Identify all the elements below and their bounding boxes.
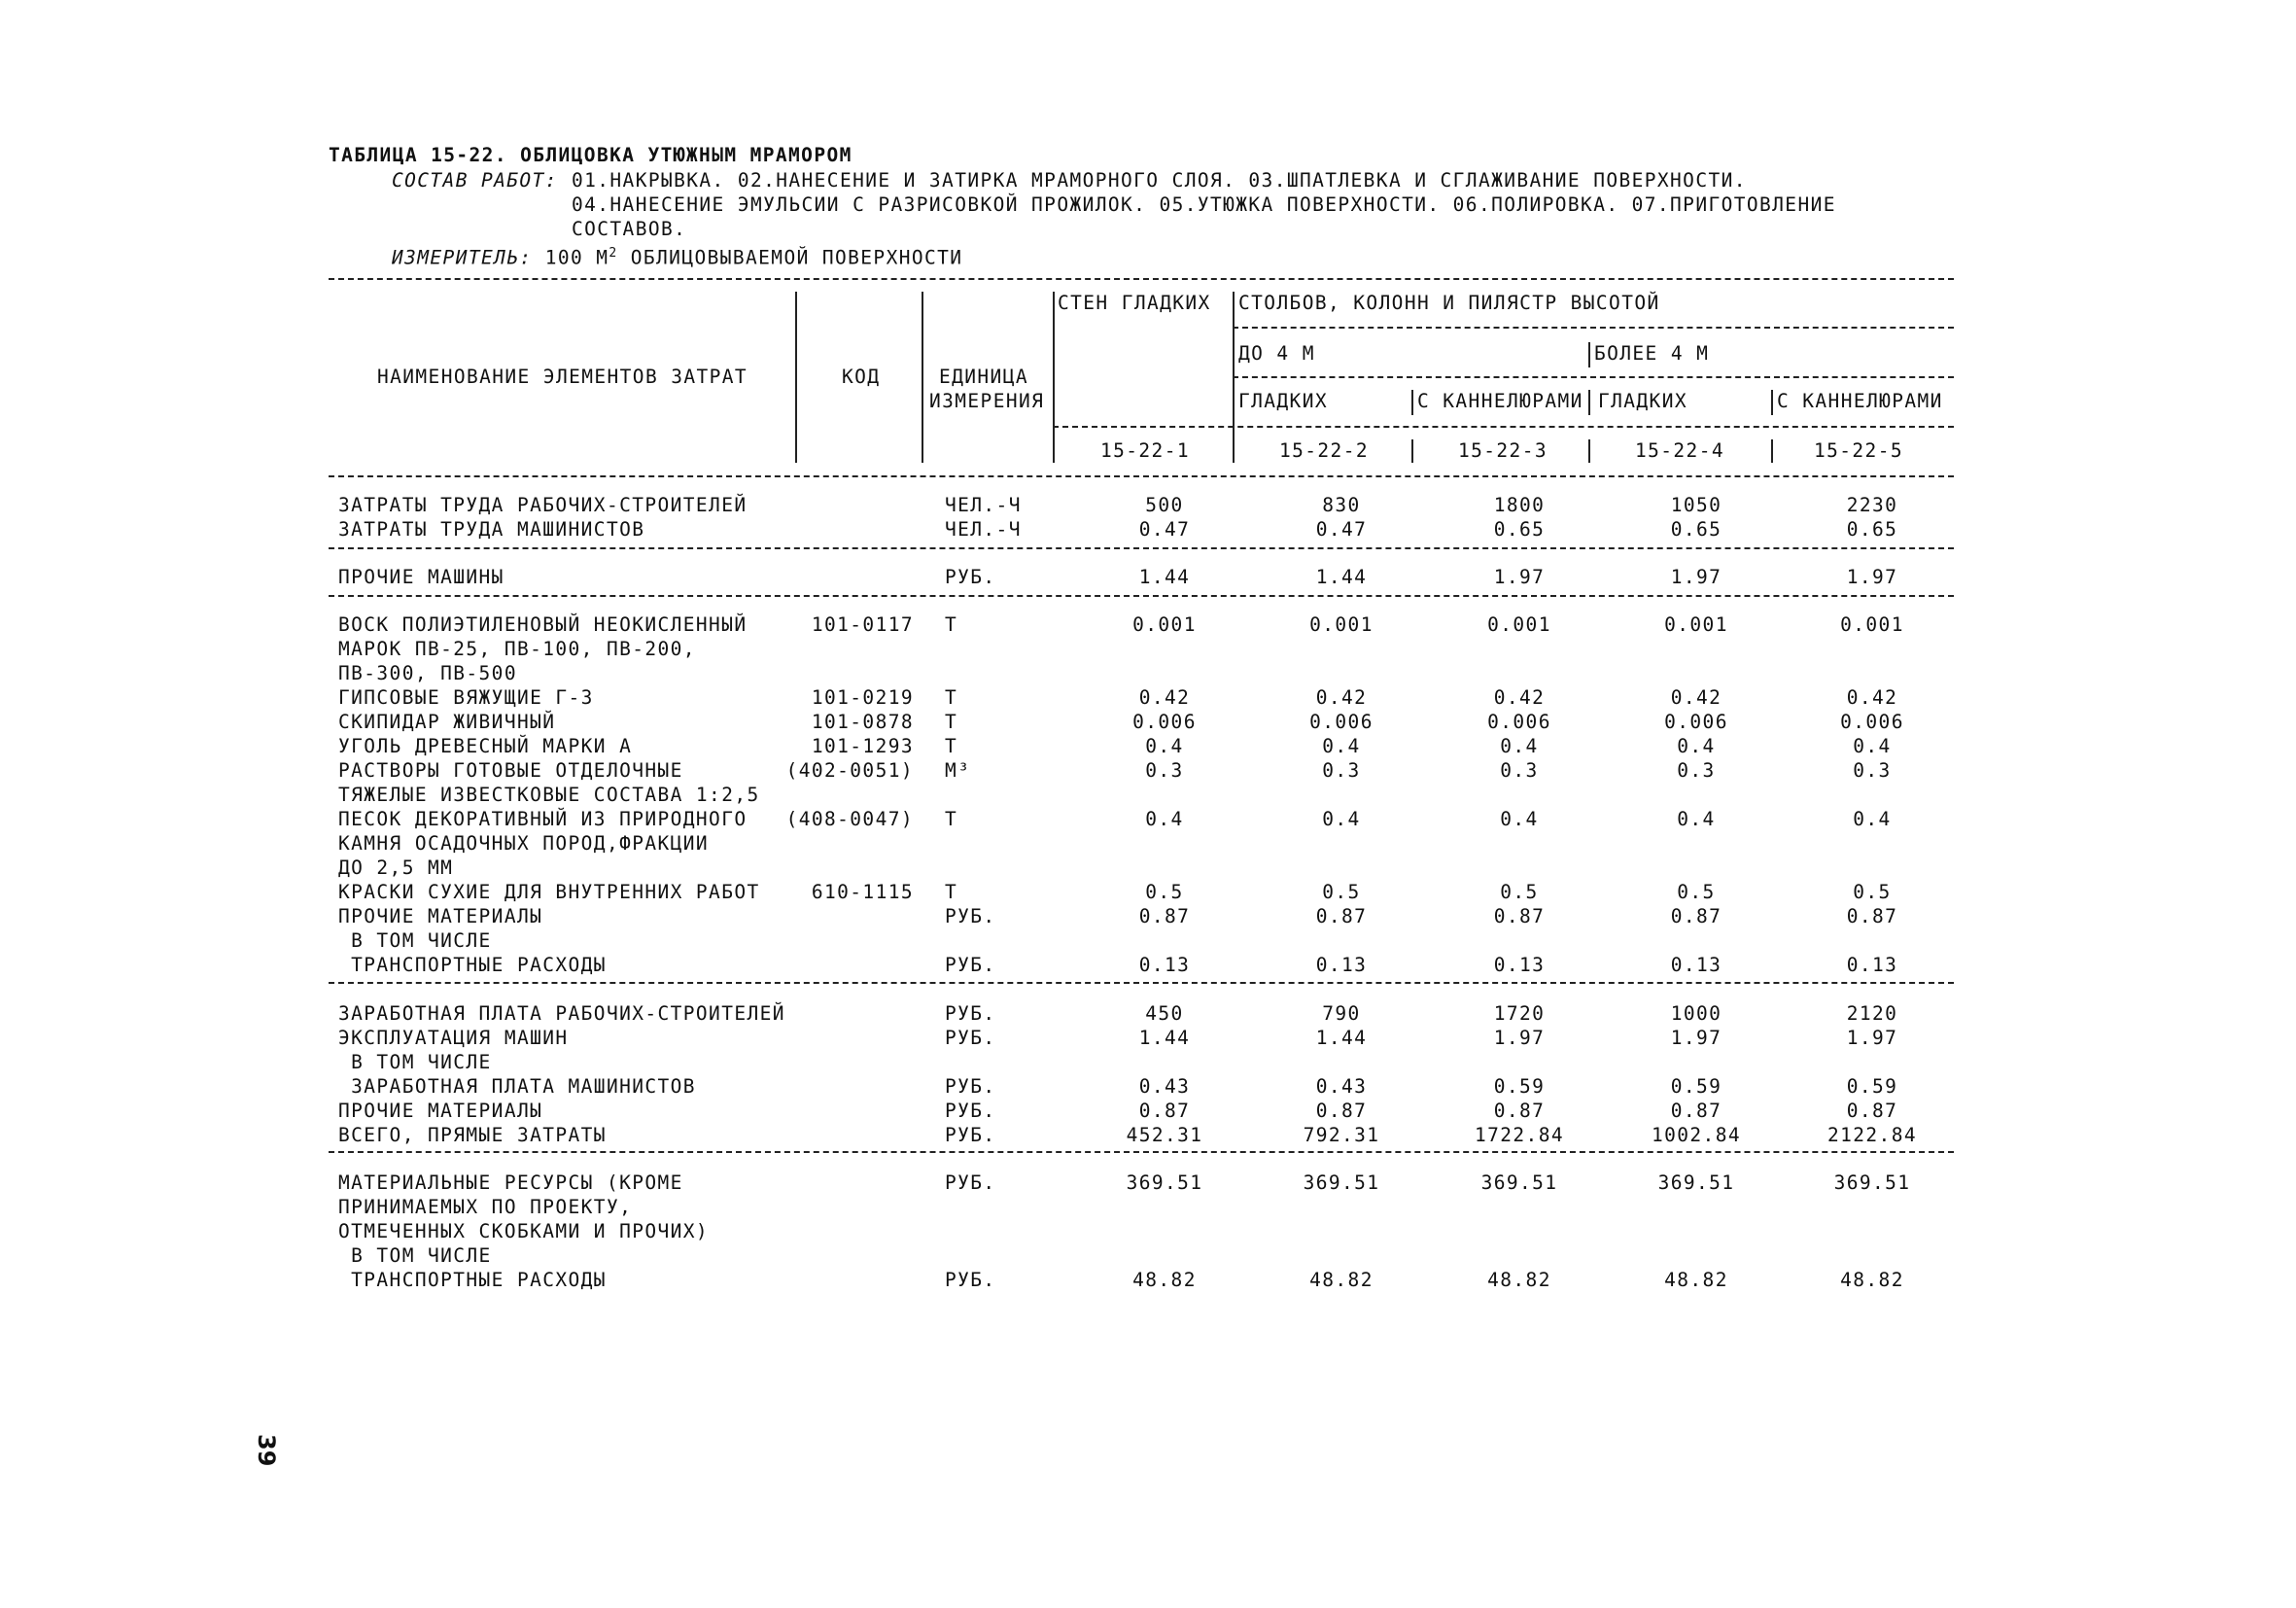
header-divider-7	[1588, 390, 1590, 415]
row-name: ЗАТРАТЫ ТРУДА МАШИНИСТОВ	[338, 518, 645, 541]
measure-rest: ОБЛИЦОВЫВАЕМОЙ ПОВЕРХНОСТИ	[617, 246, 963, 269]
row-unit: ЧЕЛ.-Ч	[945, 494, 1022, 516]
row-unit: РУБ.	[945, 905, 996, 927]
row-unit: Т	[945, 808, 958, 830]
row-name: В ТОМ ЧИСЛЕ	[338, 1051, 492, 1073]
row-value: 2120	[1846, 1002, 1898, 1025]
row-value: 0.42	[1670, 686, 1722, 709]
rule-header-bottom	[329, 475, 1954, 477]
row-name: УГОЛЬ ДРЕВЕСНЫЙ МАРКИ А	[338, 735, 633, 757]
rule-section-1	[329, 547, 1954, 549]
header-over-4: БОЛЕЕ 4 М	[1594, 342, 1710, 365]
row-value: 369.51	[1833, 1171, 1911, 1194]
row-value: 830	[1322, 494, 1361, 516]
row-value: 1.97	[1493, 566, 1546, 588]
row-unit: Т	[945, 735, 958, 757]
row-name: ГИПСОВЫЕ ВЯЖУЩИЕ Г-3	[338, 686, 594, 709]
row-value: 0.006	[1309, 711, 1374, 733]
header-fluted-1: С КАННЕЛЮРАМИ	[1417, 390, 1583, 412]
measure-value: 100 М	[544, 246, 609, 269]
row-value: 369.51	[1303, 1171, 1380, 1194]
row-value: 1.97	[1670, 566, 1722, 588]
header-unit-1: ЕДИНИЦА	[939, 366, 1028, 388]
row-value: 0.87	[1846, 1100, 1898, 1122]
row-name: ВСЕГО, ПРЯМЫЕ ЗАТРАТЫ	[338, 1124, 607, 1146]
header-columns: СТОЛБОВ, КОЛОНН И ПИЛЯСТР ВЫСОТОЙ	[1238, 292, 1660, 314]
row-name: ТРАНСПОРТНЫЕ РАСХОДЫ	[338, 954, 607, 976]
row-value: 0.42	[1846, 686, 1898, 709]
row-value: 0.5	[1322, 881, 1361, 903]
row-value: 0.4	[1322, 808, 1361, 830]
header-divider-2	[922, 292, 923, 463]
measure-line	[392, 242, 962, 270]
row-value: 1.44	[1138, 1027, 1191, 1049]
row-unit: РУБ.	[945, 954, 996, 976]
header-code-4: 15-22-4	[1635, 439, 1724, 462]
row-value: 48.82	[1132, 1269, 1197, 1291]
row-name: ЭКСПЛУАТАЦИЯ МАШИН	[338, 1027, 569, 1049]
row-value: 0.87	[1670, 1100, 1722, 1122]
row-value: 1.97	[1846, 566, 1898, 588]
row-name: ЗАТРАТЫ ТРУДА РАБОЧИХ-СТРОИТЕЛЕЙ	[338, 494, 748, 516]
row-value: 0.65	[1670, 518, 1722, 541]
row-name: В ТОМ ЧИСЛЕ	[338, 1244, 492, 1267]
row-value: 0.3	[1500, 759, 1539, 782]
row-value: 0.4	[1145, 808, 1184, 830]
row-code: 101-0117	[811, 613, 914, 636]
row-value: 790	[1322, 1002, 1361, 1025]
row-value: 0.3	[1853, 759, 1892, 782]
row-value: 0.001	[1664, 613, 1728, 636]
row-name: ПРОЧИЕ МАТЕРИАЛЫ	[338, 1100, 543, 1122]
row-name: ВОСК ПОЛИЭТИЛЕНОВЫЙ НЕОКИСЛЕННЫЙ	[338, 613, 748, 636]
row-value: 0.43	[1315, 1075, 1368, 1098]
header-divider-1	[795, 292, 797, 463]
header-smooth-1: ГЛАДКИХ	[1238, 390, 1328, 412]
row-value: 0.87	[1493, 1100, 1546, 1122]
row-value: 0.5	[1853, 881, 1892, 903]
header-divider-3	[1053, 292, 1055, 463]
row-name: ОТМЕЧЕННЫХ СКОБКАМИ И ПРОЧИХ)	[338, 1220, 710, 1242]
row-value: 48.82	[1487, 1269, 1551, 1291]
row-value: 1.44	[1138, 566, 1191, 588]
row-value: 48.82	[1840, 1269, 1904, 1291]
composition-label: СОСТАВ РАБОТ:	[392, 169, 558, 192]
row-value: 369.51	[1657, 1171, 1735, 1194]
row-unit: Т	[945, 686, 958, 709]
row-value: 0.4	[1500, 808, 1539, 830]
row-value: 0.87	[1670, 905, 1722, 927]
header-unit-2: ИЗМЕРЕНИЯ	[929, 390, 1045, 412]
rule-section-4	[329, 1151, 1954, 1153]
row-value: 0.001	[1309, 613, 1374, 636]
row-name: МАТЕРИАЛЬНЫЕ РЕСУРСЫ (КРОМЕ	[338, 1171, 683, 1194]
row-value: 0.87	[1138, 905, 1191, 927]
row-value: 0.13	[1138, 954, 1191, 976]
row-code: 610-1115	[811, 881, 914, 903]
header-walls-smooth: СТЕН ГЛАДКИХ	[1058, 292, 1211, 314]
header-code-1: 15-22-1	[1100, 439, 1190, 462]
row-value: 369.51	[1480, 1171, 1558, 1194]
row-value: 369.51	[1126, 1171, 1203, 1194]
header-divider-6	[1411, 390, 1413, 415]
row-name: СКИПИДАР ЖИВИЧНЫЙ	[338, 711, 556, 733]
header-code: КОД	[842, 366, 881, 388]
row-code: (408-0047)	[785, 808, 914, 830]
rule-columns	[1233, 327, 1954, 329]
row-name: ПВ-300, ПВ-500	[338, 662, 517, 684]
rule-top	[329, 278, 1954, 280]
row-value: 0.59	[1493, 1075, 1546, 1098]
row-value: 2230	[1846, 494, 1898, 516]
row-value: 0.4	[1677, 735, 1716, 757]
row-value: 0.65	[1846, 518, 1898, 541]
row-unit: РУБ.	[945, 566, 996, 588]
header-up-to-4: ДО 4 М	[1238, 342, 1315, 365]
row-name: ПРОЧИЕ МАТЕРИАЛЫ	[338, 905, 543, 927]
row-value: 0.3	[1677, 759, 1716, 782]
row-code: 101-0878	[811, 711, 914, 733]
rule-height	[1233, 376, 1954, 378]
row-unit: РУБ.	[945, 1027, 996, 1049]
code-divider-2	[1411, 439, 1413, 463]
row-value: 0.5	[1500, 881, 1539, 903]
row-value: 0.4	[1853, 735, 1892, 757]
row-value: 1800	[1493, 494, 1546, 516]
rule-section-2	[329, 595, 1954, 597]
row-value: 0.59	[1670, 1075, 1722, 1098]
row-name: ТРАНСПОРТНЫЕ РАСХОДЫ	[338, 1269, 607, 1291]
row-value: 1.97	[1493, 1027, 1546, 1049]
row-value: 0.13	[1493, 954, 1546, 976]
row-unit: Т	[945, 711, 958, 733]
row-unit: Т	[945, 881, 958, 903]
row-value: 0.006	[1664, 711, 1728, 733]
row-value: 0.3	[1322, 759, 1361, 782]
code-divider-3	[1588, 439, 1590, 463]
row-value: 0.42	[1138, 686, 1191, 709]
row-unit: РУБ.	[945, 1002, 996, 1025]
header-code-5: 15-22-5	[1814, 439, 1903, 462]
rule-section-3	[329, 982, 1954, 984]
header-code-3: 15-22-3	[1458, 439, 1548, 462]
code-divider-1	[1233, 439, 1235, 463]
row-code: (402-0051)	[785, 759, 914, 782]
row-value: 1050	[1670, 494, 1722, 516]
row-value: 0.65	[1493, 518, 1546, 541]
row-value: 1.44	[1315, 566, 1368, 588]
row-value: 0.006	[1132, 711, 1197, 733]
row-value: 500	[1145, 494, 1184, 516]
row-name: ПЕСОК ДЕКОРАТИВНЫЙ ИЗ ПРИРОДНОГО	[338, 808, 748, 830]
row-value: 0.4	[1322, 735, 1361, 757]
row-value: 0.87	[1315, 1100, 1368, 1122]
header-name: НАИМЕНОВАНИЕ ЭЛЕМЕНТОВ ЗАТРАТ	[377, 366, 748, 388]
row-value: 1722.84	[1475, 1124, 1564, 1146]
row-value: 1.44	[1315, 1027, 1368, 1049]
row-value: 0.5	[1677, 881, 1716, 903]
row-name: ДО 2,5 ММ	[338, 856, 454, 879]
row-unit: М³	[945, 759, 971, 782]
row-value: 1000	[1670, 1002, 1722, 1025]
row-value: 0.42	[1315, 686, 1368, 709]
header-fluted-2: С КАННЕЛЮРАМИ	[1777, 390, 1943, 412]
row-value: 1002.84	[1652, 1124, 1741, 1146]
row-value: 0.006	[1487, 711, 1551, 733]
row-value: 0.006	[1840, 711, 1904, 733]
measure-sup: 2	[609, 246, 618, 261]
row-value: 0.4	[1677, 808, 1716, 830]
row-name: ТЯЖЕЛЫЕ ИЗВЕСТКОВЫЕ СОСТАВА 1:2,5	[338, 784, 760, 806]
row-value: 1.97	[1846, 1027, 1898, 1049]
row-value: 0.43	[1138, 1075, 1191, 1098]
row-value: 0.5	[1145, 881, 1184, 903]
row-name: КРАСКИ СУХИЕ ДЛЯ ВНУТРЕННИХ РАБОТ	[338, 881, 760, 903]
row-unit: ЧЕЛ.-Ч	[945, 518, 1022, 541]
code-divider-4	[1771, 439, 1773, 463]
header-code-2: 15-22-2	[1279, 439, 1369, 462]
row-value: 0.87	[1315, 905, 1368, 927]
row-value: 2122.84	[1827, 1124, 1917, 1146]
row-value: 0.87	[1138, 1100, 1191, 1122]
row-value: 0.001	[1132, 613, 1197, 636]
row-value: 48.82	[1664, 1269, 1728, 1291]
page-number: 39	[253, 1434, 280, 1467]
row-name: ЗАРАБОТНАЯ ПЛАТА МАШИНИСТОВ	[338, 1075, 696, 1098]
row-unit: РУБ.	[945, 1171, 996, 1194]
row-value: 452.31	[1126, 1124, 1203, 1146]
row-value: 0.87	[1846, 905, 1898, 927]
row-value: 792.31	[1303, 1124, 1380, 1146]
row-value: 0.59	[1846, 1075, 1898, 1098]
rule-codes	[1053, 426, 1954, 428]
row-name: В ТОМ ЧИСЛЕ	[338, 929, 492, 952]
row-code: 101-0219	[811, 686, 914, 709]
row-value: 0.13	[1846, 954, 1898, 976]
row-value: 0.001	[1840, 613, 1904, 636]
row-value: 0.4	[1853, 808, 1892, 830]
composition-line-3: СОСТАВОВ.	[572, 218, 687, 240]
row-name: МАРОК ПВ-25, ПВ-100, ПВ-200,	[338, 638, 696, 660]
row-unit: РУБ.	[945, 1075, 996, 1098]
row-name: КАМНЯ ОСАДОЧНЫХ ПОРОД,ФРАКЦИИ	[338, 832, 710, 855]
row-value: 0.47	[1315, 518, 1368, 541]
row-value: 0.4	[1500, 735, 1539, 757]
row-value: 450	[1145, 1002, 1184, 1025]
row-value: 0.13	[1670, 954, 1722, 976]
row-value: 0.3	[1145, 759, 1184, 782]
row-code: 101-1293	[811, 735, 914, 757]
row-unit: РУБ.	[945, 1269, 996, 1291]
row-value: 0.4	[1145, 735, 1184, 757]
row-value: 1720	[1493, 1002, 1546, 1025]
header-smooth-2: ГЛАДКИХ	[1598, 390, 1687, 412]
row-name: ЗАРАБОТНАЯ ПЛАТА РАБОЧИХ-СТРОИТЕЛЕЙ	[338, 1002, 785, 1025]
row-unit: РУБ.	[945, 1100, 996, 1122]
table-title: ТАБЛИЦА 15-22. ОБЛИЦОВКА УТЮЖНЫМ МРАМОРОМ	[329, 144, 852, 166]
composition-line-2: 04.НАНЕСЕНИЕ ЭМУЛЬСИИ С РАЗРИСОВКОЙ ПРОЖИЛОК. 05.УТЮЖКА ПОВЕРХНОСТИ. 06.ПОЛИРОВКА. 07.ПРИГОТОВЛЕНИЕ	[572, 193, 1836, 216]
row-value: 48.82	[1309, 1269, 1374, 1291]
row-value: 0.42	[1493, 686, 1546, 709]
row-value: 1.97	[1670, 1027, 1722, 1049]
composition-line-1: 01.НАКРЫВКА. 02.НАНЕСЕНИЕ И ЗАТИРКА МРАМОРНОГО СЛОЯ. 03.ШПАТЛЕВКА И СГЛАЖИВАНИЕ ПОВЕРХНОСТИ.	[572, 169, 1747, 192]
header-divider-8	[1771, 390, 1773, 415]
row-value: 0.47	[1138, 518, 1191, 541]
row-value: 0.001	[1487, 613, 1551, 636]
row-value: 0.87	[1493, 905, 1546, 927]
row-unit: Т	[945, 613, 958, 636]
row-unit: РУБ.	[945, 1124, 996, 1146]
header-divider-5	[1588, 342, 1590, 367]
row-name: РАСТВОРЫ ГОТОВЫЕ ОТДЕЛОЧНЫЕ	[338, 759, 683, 782]
measure-label: ИЗМЕРИТЕЛЬ:	[392, 246, 533, 269]
row-value: 0.13	[1315, 954, 1368, 976]
row-name: ПРИНИМАЕМЫХ ПО ПРОЕКТУ,	[338, 1196, 633, 1218]
row-name: ПРОЧИЕ МАШИНЫ	[338, 566, 504, 588]
